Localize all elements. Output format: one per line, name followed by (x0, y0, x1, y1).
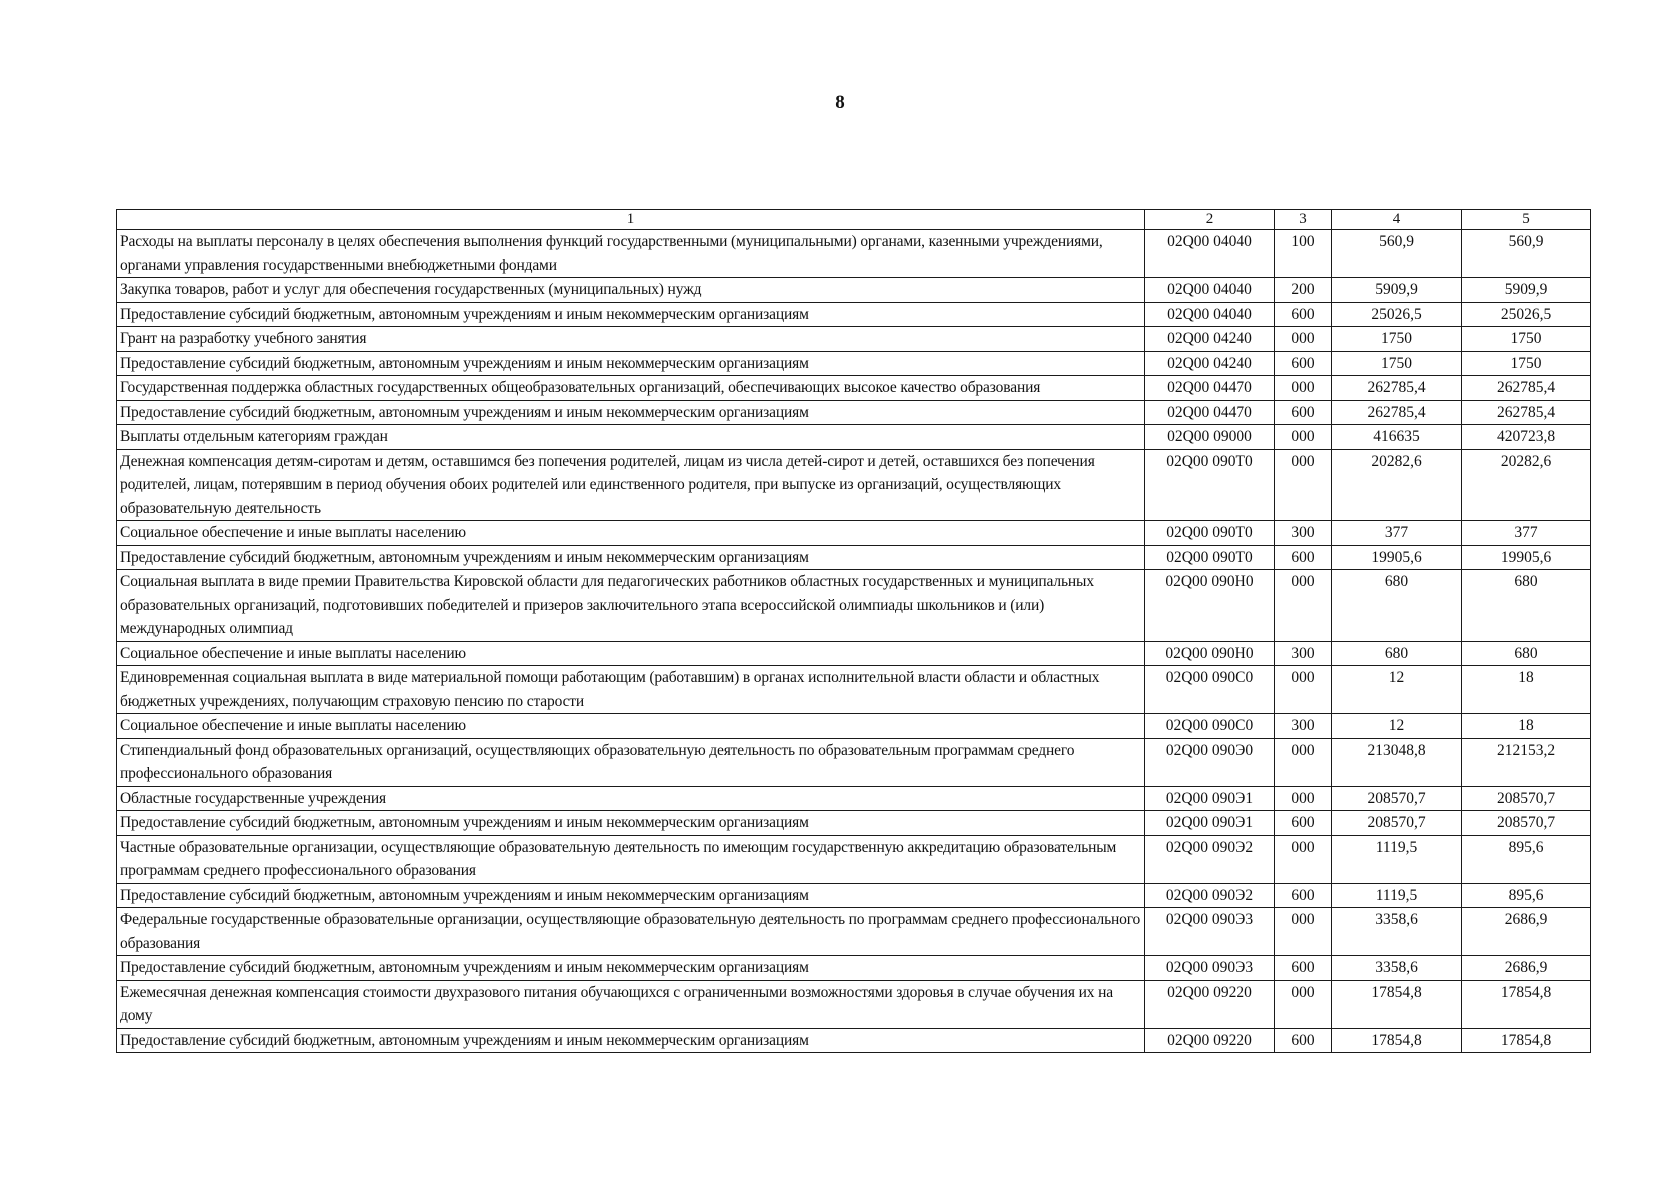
table-row (117, 302, 1591, 327)
budget-table (116, 209, 1591, 1053)
amount-column-4: 5909,9 (1332, 278, 1462, 303)
item-name: Стипендиальный фонд образовательных организаций, осуществляющих образовательную деятельность по образовательным программам среднего профессионального образования (117, 738, 1145, 786)
table-row (117, 835, 1591, 883)
item-name: Государственная поддержка областных государственных общеобразовательных организаций, обеспечивающих высокое качество образования (117, 376, 1145, 401)
target-article-code: 02Q00 04240 (1145, 327, 1275, 352)
amount-column-4: 560,9 (1332, 230, 1462, 278)
table-row (117, 980, 1591, 1028)
expense-type-code: 000 (1275, 666, 1332, 714)
amount-column-5: 1750 (1462, 351, 1591, 376)
amount-column-5: 377 (1462, 521, 1591, 546)
expense-type-code: 600 (1275, 1028, 1332, 1053)
target-article-code: 02Q00 04040 (1145, 278, 1275, 303)
target-article-code: 02Q00 09220 (1145, 1028, 1275, 1053)
target-article-code: 02Q00 090T0 (1145, 449, 1275, 521)
item-name: Грант на разработку учебного занятия (117, 327, 1145, 352)
expense-type-code: 000 (1275, 908, 1332, 956)
expense-type-code: 300 (1275, 521, 1332, 546)
target-article-code: 02Q00 04470 (1145, 400, 1275, 425)
target-article-code: 02Q00 04470 (1145, 376, 1275, 401)
item-name: Частные образовательные организации, осуществляющие образовательную деятельность по имеющим государственную аккредитацию образовательным программам среднего профессионального образования (117, 835, 1145, 883)
amount-column-4: 680 (1332, 570, 1462, 642)
target-article-code: 02Q00 090C0 (1145, 666, 1275, 714)
item-name: Социальное обеспечение и иные выплаты населению (117, 641, 1145, 666)
amount-column-5: 680 (1462, 570, 1591, 642)
amount-column-4: 262785,4 (1332, 400, 1462, 425)
table-row (117, 570, 1591, 642)
expense-type-code: 000 (1275, 786, 1332, 811)
table-row (117, 521, 1591, 546)
item-name: Расходы на выплаты персоналу в целях обеспечения выполнения функций государственными (муниципальными) органами, казенными учреждениями, органами управления государственными внебюджетными фондами (117, 230, 1145, 278)
amount-column-5: 680 (1462, 641, 1591, 666)
target-article-code: 02Q00 090C0 (1145, 714, 1275, 739)
table-row (117, 908, 1591, 956)
amount-column-4: 377 (1332, 521, 1462, 546)
amount-column-4: 416635 (1332, 425, 1462, 450)
expense-type-code: 600 (1275, 302, 1332, 327)
target-article-code: 02Q00 09000 (1145, 425, 1275, 450)
target-article-code: 02Q00 090H0 (1145, 570, 1275, 642)
column-header-2: 2 (1145, 210, 1275, 230)
expense-type-code: 300 (1275, 714, 1332, 739)
expense-type-code: 100 (1275, 230, 1332, 278)
amount-column-4: 1750 (1332, 351, 1462, 376)
item-name: Социальное обеспечение и иные выплаты населению (117, 521, 1145, 546)
table-row (117, 811, 1591, 836)
expense-type-code: 600 (1275, 956, 1332, 981)
table-row (117, 786, 1591, 811)
expense-type-code: 600 (1275, 811, 1332, 836)
item-name: Предоставление субсидий бюджетным, автономным учреждениям и иным некоммерческим организациям (117, 302, 1145, 327)
table-row (117, 327, 1591, 352)
item-name: Единовременная социальная выплата в виде материальной помощи работающим (работавшим) в органах исполнительной власти области и областных бюджетных учреждениях, получающим страховую пенсию по старости (117, 666, 1145, 714)
table-row (117, 278, 1591, 303)
target-article-code: 02Q00 090Э0 (1145, 738, 1275, 786)
item-name: Областные государственные учреждения (117, 786, 1145, 811)
amount-column-4: 3358,6 (1332, 908, 1462, 956)
table-row (117, 400, 1591, 425)
amount-column-5: 420723,8 (1462, 425, 1591, 450)
table-row (117, 666, 1591, 714)
amount-column-4: 213048,8 (1332, 738, 1462, 786)
amount-column-5: 19905,6 (1462, 545, 1591, 570)
amount-column-5: 262785,4 (1462, 400, 1591, 425)
amount-column-5: 212153,2 (1462, 738, 1591, 786)
item-name: Федеральные государственные образовательные организации, осуществляющие образовательную деятельность по программам среднего профессионального образования (117, 908, 1145, 956)
amount-column-4: 12 (1332, 714, 1462, 739)
amount-column-4: 3358,6 (1332, 956, 1462, 981)
target-article-code: 02Q00 04240 (1145, 351, 1275, 376)
target-article-code: 02Q00 090Э2 (1145, 835, 1275, 883)
amount-column-5: 208570,7 (1462, 786, 1591, 811)
table-body (117, 230, 1591, 1053)
amount-column-4: 25026,5 (1332, 302, 1462, 327)
amount-column-5: 20282,6 (1462, 449, 1591, 521)
amount-column-4: 208570,7 (1332, 786, 1462, 811)
amount-column-4: 17854,8 (1332, 980, 1462, 1028)
expense-type-code: 600 (1275, 351, 1332, 376)
target-article-code: 02Q00 090Э1 (1145, 786, 1275, 811)
expense-type-code: 000 (1275, 570, 1332, 642)
amount-column-4: 20282,6 (1332, 449, 1462, 521)
amount-column-4: 208570,7 (1332, 811, 1462, 836)
amount-column-4: 12 (1332, 666, 1462, 714)
target-article-code: 02Q00 04040 (1145, 302, 1275, 327)
item-name: Предоставление субсидий бюджетным, автономным учреждениям и иным некоммерческим организациям (117, 1028, 1145, 1053)
item-name: Предоставление субсидий бюджетным, автономным учреждениям и иным некоммерческим организациям (117, 956, 1145, 981)
expense-type-code: 000 (1275, 835, 1332, 883)
amount-column-4: 1119,5 (1332, 835, 1462, 883)
expense-type-code: 000 (1275, 425, 1332, 450)
amount-column-5: 895,6 (1462, 883, 1591, 908)
amount-column-4: 1119,5 (1332, 883, 1462, 908)
target-article-code: 02Q00 090H0 (1145, 641, 1275, 666)
amount-column-5: 560,9 (1462, 230, 1591, 278)
amount-column-5: 17854,8 (1462, 1028, 1591, 1053)
table-row (117, 714, 1591, 739)
item-name: Предоставление субсидий бюджетным, автономным учреждениям и иным некоммерческим организациям (117, 351, 1145, 376)
item-name: Предоставление субсидий бюджетным, автономным учреждениям и иным некоммерческим организациям (117, 545, 1145, 570)
amount-column-5: 5909,9 (1462, 278, 1591, 303)
amount-column-5: 262785,4 (1462, 376, 1591, 401)
amount-column-5: 208570,7 (1462, 811, 1591, 836)
table-row (117, 351, 1591, 376)
column-header-3: 3 (1275, 210, 1332, 230)
expense-type-code: 300 (1275, 641, 1332, 666)
amount-column-5: 25026,5 (1462, 302, 1591, 327)
table-row (117, 956, 1591, 981)
item-name: Ежемесячная денежная компенсация стоимости двухразового питания обучающихся с ограниченными возможностями здоровья в случае обучения их на дому (117, 980, 1145, 1028)
table-row (117, 883, 1591, 908)
item-name: Социальное обеспечение и иные выплаты населению (117, 714, 1145, 739)
expense-type-code: 200 (1275, 278, 1332, 303)
expense-type-code: 000 (1275, 376, 1332, 401)
target-article-code: 02Q00 090Э2 (1145, 883, 1275, 908)
target-article-code: 02Q00 090T0 (1145, 545, 1275, 570)
table-row (117, 425, 1591, 450)
target-article-code: 02Q00 090T0 (1145, 521, 1275, 546)
column-header-1: 1 (117, 210, 1145, 230)
amount-column-5: 1750 (1462, 327, 1591, 352)
amount-column-5: 18 (1462, 666, 1591, 714)
target-article-code: 02Q00 090Э3 (1145, 956, 1275, 981)
target-article-code: 02Q00 04040 (1145, 230, 1275, 278)
table-row (117, 545, 1591, 570)
expense-type-code: 000 (1275, 980, 1332, 1028)
table-row (117, 376, 1591, 401)
amount-column-5: 17854,8 (1462, 980, 1591, 1028)
item-name: Предоставление субсидий бюджетным, автономным учреждениям и иным некоммерческим организациям (117, 400, 1145, 425)
target-article-code: 02Q00 09220 (1145, 980, 1275, 1028)
table-row (117, 738, 1591, 786)
expense-type-code: 000 (1275, 738, 1332, 786)
table-row (117, 641, 1591, 666)
amount-column-4: 1750 (1332, 327, 1462, 352)
column-header-4: 4 (1332, 210, 1462, 230)
amount-column-5: 895,6 (1462, 835, 1591, 883)
amount-column-4: 17854,8 (1332, 1028, 1462, 1053)
column-header-5: 5 (1462, 210, 1591, 230)
expense-type-code: 600 (1275, 883, 1332, 908)
item-name: Предоставление субсидий бюджетным, автономным учреждениям и иным некоммерческим организациям (117, 883, 1145, 908)
amount-column-5: 2686,9 (1462, 908, 1591, 956)
table-row (117, 449, 1591, 521)
expense-type-code: 000 (1275, 449, 1332, 521)
amount-column-4: 19905,6 (1332, 545, 1462, 570)
table-row (117, 1028, 1591, 1053)
amount-column-4: 262785,4 (1332, 376, 1462, 401)
expense-type-code: 600 (1275, 400, 1332, 425)
amount-column-4: 680 (1332, 641, 1462, 666)
item-name: Предоставление субсидий бюджетным, автономным учреждениям и иным некоммерческим организациям (117, 811, 1145, 836)
amount-column-5: 18 (1462, 714, 1591, 739)
expense-type-code: 000 (1275, 327, 1332, 352)
item-name: Закупка товаров, работ и услуг для обеспечения государственных (муниципальных) нужд (117, 278, 1145, 303)
table-header-row (117, 210, 1591, 230)
table-row (117, 230, 1591, 278)
expense-type-code: 600 (1275, 545, 1332, 570)
page-number: 8 (835, 92, 845, 113)
target-article-code: 02Q00 090Э3 (1145, 908, 1275, 956)
item-name: Выплаты отдельным категориям граждан (117, 425, 1145, 450)
target-article-code: 02Q00 090Э1 (1145, 811, 1275, 836)
item-name: Денежная компенсация детям-сиротам и детям, оставшимся без попечения родителей, лицам из числа детей-сирот и детей, оставшихся без попечения родителей, лицам, потерявшим в период обучения обоих родителей или единственного родителя, при выпуске из организаций, осуществляющих образовательную деятельность (117, 449, 1145, 521)
amount-column-5: 2686,9 (1462, 956, 1591, 981)
item-name: Социальная выплата в виде премии Правительства Кировской области для педагогических работников областных государственных и муниципальных образовательных организаций, подготовивших победителей и призеров заключительного этапа всероссийской олимпиады школьников и (или) международных олимпиад (117, 570, 1145, 642)
